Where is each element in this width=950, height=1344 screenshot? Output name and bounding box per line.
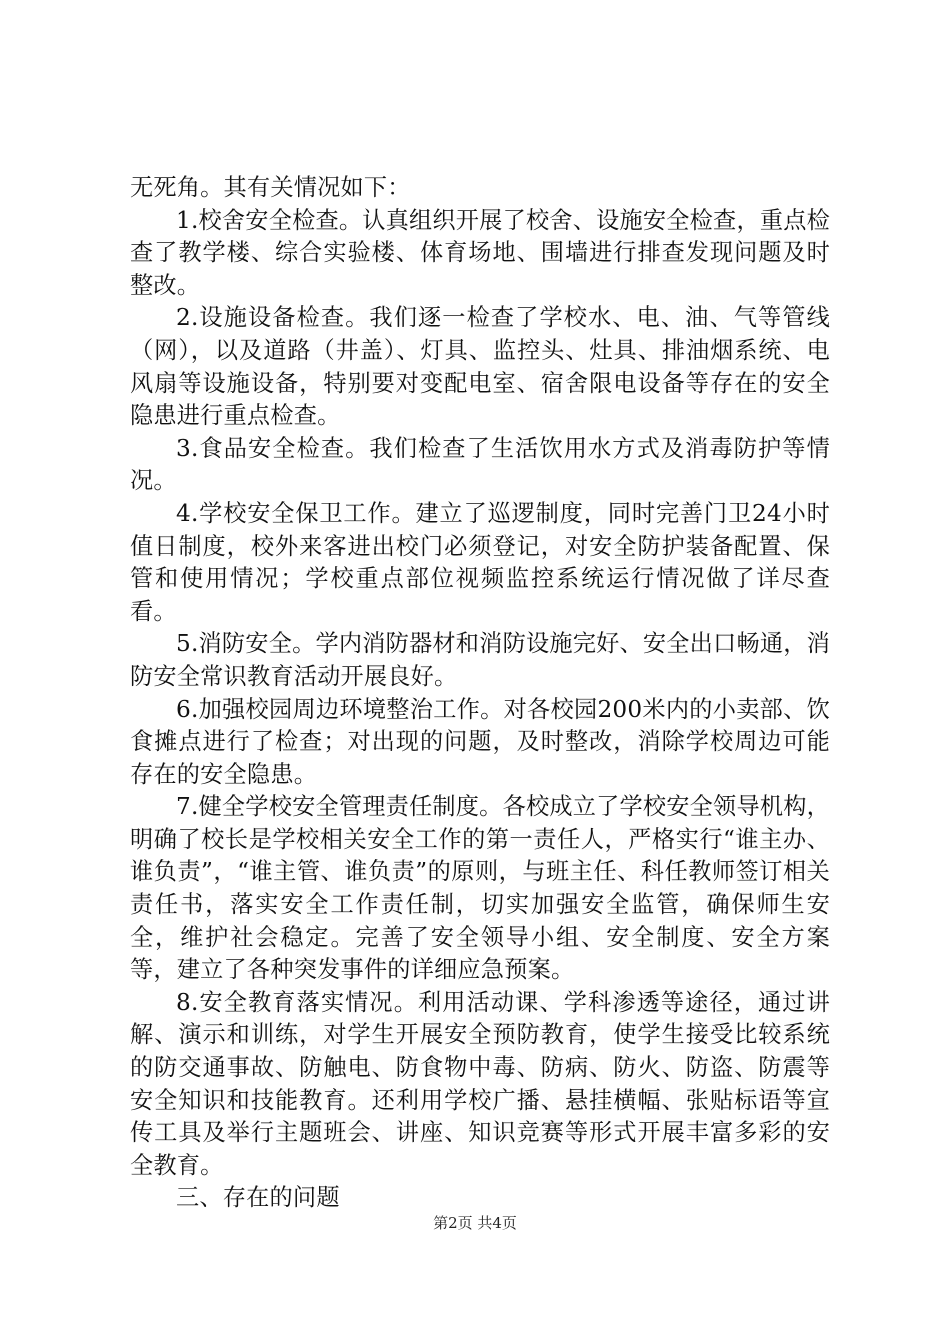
paragraph-responsibility-system: 7.健全学校安全管理责任制度。各校成立了学校安全领导机构，明确了校长是学校相关安全工作的第一责任人，严格实行“谁主办、谁负责”，“谁主管、谁负责”的原则，与班主任、科任教师签订相关责任书，落实安全工作责任制，切实加强安全监管，确保师生安全，维护社会稳定。完善了安全领导小组、安全制度、安全方案等，建立了各种突发事件的详细应急预案。	[130, 793, 830, 984]
section-heading-existing-problems: 三、存在的问题	[176, 1184, 340, 1212]
page-footer	[0, 1213, 950, 1233]
page-number-label: 第2页 共4页	[433, 1214, 517, 1232]
paragraph-continuation: 无死角。其有关情况如下：	[130, 174, 411, 201]
document-body	[130, 172, 830, 1215]
paragraph-surrounding-environment: 6.加强校园周边环境整治工作。对各校园200米内的小卖部、饮食摊点进行了检查；对出现的问题，及时整改，消除学校周边可能存在的安全隐患。	[130, 695, 830, 788]
paragraph-school-security: 4.学校安全保卫工作。建立了巡逻制度，同时完善门卫24小时值日制度，校外来客进出校门必须登记，对安全防护装备配置、保管和使用情况；学校重点部位视频监控系统运行情况做了详尽查看。	[130, 499, 830, 625]
paragraph-food-safety-inspection: 3.食品安全检查。我们检查了生活饮用水方式及消毒防护等情况。	[130, 434, 830, 495]
paragraph-facility-equipment-inspection: 2.设施设备检查。我们逐一检查了学校水、电、油、气等管线（网），以及道路（井盖）、灯具、监控头、灶具、排油烟系统、电风扇等设施设备，特别要对变配电室、宿舍限电设备等存在的安全隐患进行重点检查。	[130, 304, 830, 430]
paragraph-fire-safety: 5.消防安全。学内消防器材和消防设施完好、安全出口畅通，消防安全常识教育活动开展良好。	[130, 630, 830, 690]
paragraph-safety-education: 8.安全教育落实情况。利用活动课、学科渗透等途径，通过讲解、演示和训练，对学生开展安全预防教育，使学生接受比较系统的防交通事故、防触电、防食物中毒、防病、防火、防盗、防震等安全知识和技能教育。还利用学校广播、悬挂横幅、张贴标语等宣传工具及举行主题班会、讲座、知识竞赛等形式开展丰富多彩的安全教育。	[130, 988, 830, 1179]
paragraph-school-building-inspection: 1.校舍安全检查。认真组织开展了校舍、设施安全检查，重点检查了教学楼、综合实验楼、体育场地、围墙进行排查发现问题及时整改。	[130, 206, 830, 299]
